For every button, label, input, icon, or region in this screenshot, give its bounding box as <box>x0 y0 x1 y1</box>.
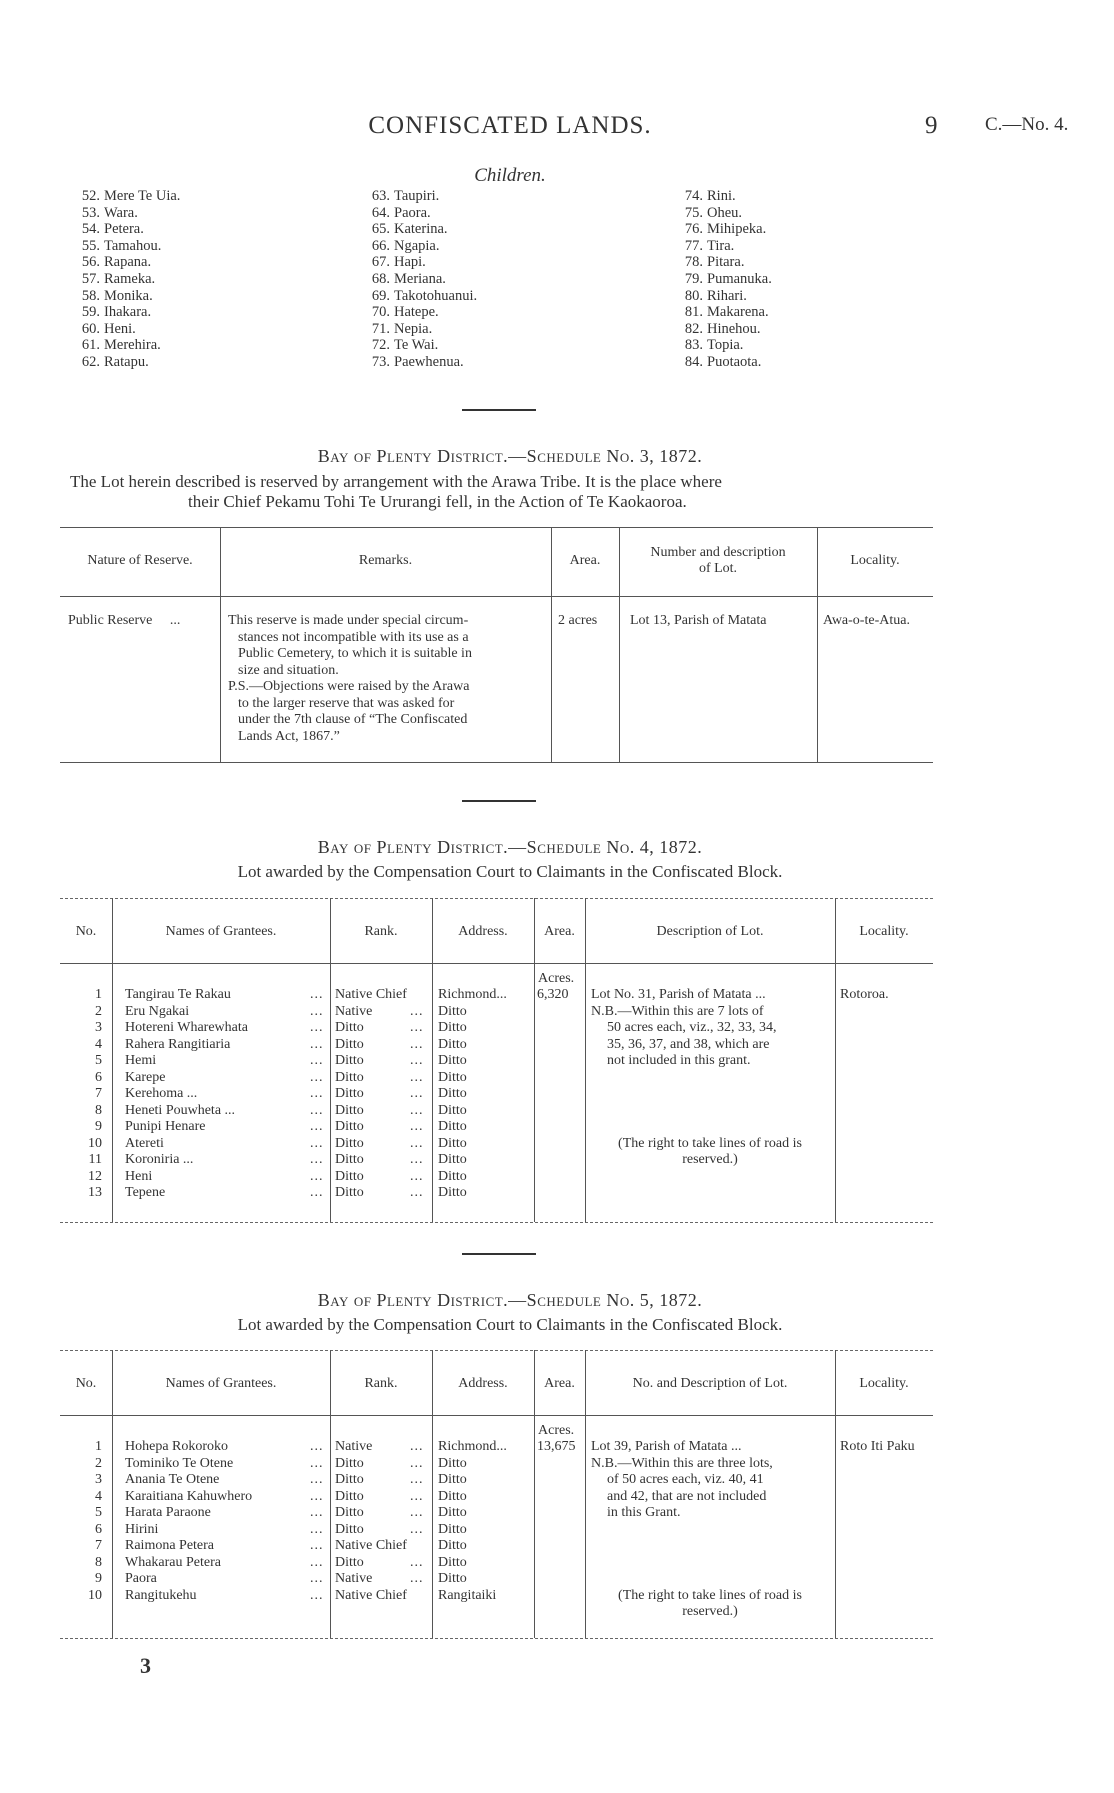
leader-dots: ... <box>410 1472 424 1487</box>
list-item: 69. Takotohuanui. <box>371 287 478 304</box>
leader-dots: ... <box>310 1185 324 1200</box>
remarks-line: stances not incompatible with its use as a <box>238 629 469 645</box>
grantee-name: Rahera Rangitiaria <box>125 1036 231 1052</box>
remarks-line: under the 7th clause of “The Confiscated <box>238 712 468 727</box>
leader-dots: ... <box>410 1554 424 1570</box>
road-note-line: reserved.) <box>682 1604 738 1619</box>
schedule-5-intro: Lot awarded by the Compensation Court to Claimants in the Confiscated Block. <box>237 1315 783 1334</box>
grantee-rank: Ditto <box>335 1488 364 1504</box>
list-item: 73. Paewhenua. <box>371 353 464 370</box>
leader-dots: ... <box>310 1069 324 1085</box>
grantee-name: Rangitukehu <box>125 1587 197 1603</box>
locality-value: Roto Iti Paku <box>840 1439 915 1454</box>
grantee-rank: Ditto <box>335 1135 364 1151</box>
grantee-name: Raimona Petera <box>125 1538 215 1553</box>
row-number: 5 <box>95 1053 102 1068</box>
leader-dots: ... <box>410 1185 424 1200</box>
reserve-lot: Lot 13, Parish of Matata <box>630 613 767 628</box>
grantee-rank: Ditto <box>335 1069 364 1085</box>
grantee-rank: Native <box>335 1439 373 1454</box>
row-number: 8 <box>95 1102 102 1118</box>
row-number: 3 <box>95 1472 102 1487</box>
grantee-rank: Ditto <box>335 1185 364 1200</box>
description-line: Lot 39, Parish of Matata ... <box>591 1439 742 1454</box>
grantee-name: Karepe <box>125 1069 166 1085</box>
row-number: 4 <box>95 1036 102 1052</box>
remarks-line: Public Cemetery, to which it is suitable in <box>238 646 472 661</box>
leader-dots: ... <box>410 1102 424 1118</box>
reserve-remarks <box>228 613 546 745</box>
grantee-address: Ditto <box>438 1069 467 1085</box>
leader-dots: ... <box>410 1455 424 1471</box>
schedule-5-title: Bay of Plenty District.—Schedule No. 5, 1872. <box>317 1290 703 1310</box>
list-item: 65. Katerina. <box>371 221 448 238</box>
grantee-address: Ditto <box>438 1086 467 1101</box>
row-number: 13 <box>88 1185 102 1200</box>
road-note-line: reserved.) <box>682 1152 738 1167</box>
list-item: 68. Meriana. <box>371 270 446 287</box>
leader-dots: ... <box>410 1036 424 1052</box>
leader-dots: ... <box>310 1488 324 1504</box>
grantee-rank: Ditto <box>335 1472 364 1487</box>
list-item: 57. Rameka. <box>81 270 156 287</box>
grantee-rank: Native <box>335 1003 373 1019</box>
page-number: 9 <box>925 112 938 139</box>
locality-value: Rotoroa. <box>840 987 889 1002</box>
leader-dots: ... <box>410 1086 424 1101</box>
grantee-rank: Ditto <box>335 1053 364 1068</box>
grantee-address: Ditto <box>438 1455 467 1471</box>
schedule-3-intro-line-1: The Lot herein described is reserved by arrangement with the Arawa Tribe. It is the place where <box>70 472 722 491</box>
description-line: of 50 acres each, viz. 40, 41 <box>607 1472 764 1487</box>
grantee-address: Ditto <box>438 1053 467 1068</box>
grantee-address: Ditto <box>438 1505 467 1520</box>
grantee-rank: Ditto <box>335 1455 364 1471</box>
list-item: 81. Makarena. <box>684 304 769 321</box>
children-heading: Children. <box>474 165 546 186</box>
leader-dots: ... <box>310 1168 324 1184</box>
row-number: 9 <box>95 1119 102 1134</box>
remarks-line: Lands Act, 1867.” <box>238 728 340 744</box>
list-item: 77. Tira. <box>684 237 735 254</box>
schedule-3-title: Bay of Plenty District.—Schedule No. 3, 1872. <box>317 446 703 466</box>
list-item: 55. Tamahou. <box>81 237 162 254</box>
description-line: N.B.—Within this are three lots, <box>591 1455 773 1471</box>
header-rank: Rank. <box>364 924 398 939</box>
reserve-locality: Awa-o-te-Atua. <box>823 613 910 628</box>
list-item: 67. Hapi. <box>371 254 426 271</box>
header-area: Area. <box>569 553 601 568</box>
grantee-rank: Native <box>335 1571 373 1586</box>
leader-dots: ... <box>310 1135 324 1151</box>
list-item: 75. Oheu. <box>684 204 743 221</box>
list-item: 78. Pitara. <box>684 254 745 271</box>
grantee-rank: Ditto <box>335 1020 364 1035</box>
leader-dots: ... <box>310 1554 324 1570</box>
road-note-line: (The right to take lines of road is <box>618 1135 802 1151</box>
list-item: 61. Merehira. <box>81 337 161 354</box>
grantee-address: Ditto <box>438 1185 467 1200</box>
grantee-address: Ditto <box>438 1152 467 1167</box>
list-item: 76. Mihipeka. <box>684 221 767 238</box>
grantee-address: Ditto <box>438 1554 467 1570</box>
grantee-address: Richmond... <box>438 987 507 1002</box>
row-number: 10 <box>88 1587 102 1603</box>
grantee-address: Richmond... <box>438 1439 507 1454</box>
grantee-rank: Ditto <box>335 1152 364 1167</box>
grantee-name: Paora <box>125 1571 157 1586</box>
leader-dots: ... <box>310 1119 324 1134</box>
row-number: 1 <box>95 1439 102 1454</box>
row-number: 7 <box>95 1086 102 1101</box>
header-number-description: Number and description of Lot. <box>650 545 786 576</box>
leader-dots: ... <box>410 1069 424 1085</box>
area-value: 13,675 <box>537 1439 576 1454</box>
schedule-4-title: Bay of Plenty District.—Schedule No. 4, 1872. <box>317 837 703 857</box>
leader-dots: ... <box>410 1152 424 1167</box>
list-item: 84. Puotaota. <box>684 353 762 370</box>
grantee-address: Ditto <box>438 1135 467 1151</box>
grantee-name: Kerehoma ... <box>125 1086 198 1101</box>
schedule-4-intro: Lot awarded by the Compensation Court to Claimants in the Confiscated Block. <box>237 862 783 881</box>
header-no: No. <box>75 924 97 939</box>
row-number: 7 <box>95 1538 102 1553</box>
leader-dots: ... <box>310 1538 324 1553</box>
leader-dots: ... <box>310 1102 324 1118</box>
area-unit: Acres. <box>538 971 575 986</box>
description-line: 35, 36, 37, and 38, which are <box>607 1036 770 1052</box>
reserve-area: 2 acres <box>558 613 598 628</box>
header-no: No. <box>75 1376 97 1391</box>
description-line: 50 acres each, viz., 32, 33, 34, <box>607 1020 777 1035</box>
row-number: 8 <box>95 1554 102 1570</box>
list-item: 59. Ihakara. <box>81 304 152 321</box>
grantee-rank: Native Chief <box>335 1538 407 1553</box>
leader-dots: ... <box>410 1505 424 1520</box>
grantee-address: Ditto <box>438 1168 467 1184</box>
leader-dots: ... <box>310 987 324 1002</box>
remarks-line: size and situation. <box>238 662 339 678</box>
leader-dots: ... <box>410 1571 424 1586</box>
leader-dots: ... <box>410 1521 424 1537</box>
section-divider <box>462 1253 536 1255</box>
list-item: 70. Hatepe. <box>371 304 439 321</box>
grantee-rank: Ditto <box>335 1505 364 1520</box>
leader-dots: ... <box>310 1003 324 1019</box>
list-item: 60. Heni. <box>81 320 136 337</box>
grantee-name: Hohepa Rokoroko <box>125 1439 229 1454</box>
row-number: 10 <box>88 1135 102 1151</box>
children-column-3 <box>675 188 772 371</box>
area-unit: Acres. <box>538 1423 575 1438</box>
leader-dots: ... <box>310 1571 324 1586</box>
description-line: and 42, that are not included <box>607 1488 767 1504</box>
row-number: 6 <box>95 1069 102 1085</box>
grantee-address: Ditto <box>438 1003 467 1019</box>
header-names: Names of Grantees. <box>165 924 277 939</box>
grantee-address: Ditto <box>438 1521 467 1537</box>
description-line: Lot No. 31, Parish of Matata ... <box>591 987 766 1002</box>
grantee-name: Whakarau Petera <box>125 1554 221 1570</box>
list-item: 58. Monika. <box>81 287 153 304</box>
grantee-address: Rangitaiki <box>438 1587 497 1603</box>
grantee-rank: Native Chief <box>335 1587 407 1603</box>
row-number: 4 <box>95 1488 102 1504</box>
grantee-address: Ditto <box>438 1538 467 1553</box>
leader-dots: ... <box>410 1119 424 1134</box>
header-description: Description of Lot. <box>656 924 764 939</box>
grantee-name: Punipi Henare <box>125 1119 206 1134</box>
header-rank: Rank. <box>364 1376 398 1391</box>
road-note-line: (The right to take lines of road is <box>618 1587 802 1603</box>
leader-dots: ... <box>410 1135 424 1151</box>
row-number: 9 <box>95 1571 102 1586</box>
grantee-address: Ditto <box>438 1119 467 1134</box>
grantee-address: Ditto <box>438 1020 467 1035</box>
leader-dots: ... <box>310 1152 324 1167</box>
list-item: 74. Rini. <box>684 188 736 204</box>
leader-dots: ... <box>410 1003 424 1019</box>
grantee-name: Tominiko Te Otene <box>125 1455 234 1471</box>
grantee-name: Hotereni Wharewhata <box>125 1020 248 1035</box>
grantee-rank: Ditto <box>335 1119 364 1134</box>
list-item: 64. Paora. <box>371 204 431 221</box>
grantee-rank: Ditto <box>335 1036 364 1052</box>
grantee-address: Ditto <box>438 1036 467 1052</box>
leader-dots: ... <box>310 1020 324 1035</box>
row-number: 11 <box>88 1152 102 1167</box>
list-item: 79. Pumanuka. <box>684 270 772 287</box>
list-item: 63. Taupiri. <box>371 188 440 204</box>
grantee-name: Hemi <box>125 1053 157 1068</box>
grantee-rank: Ditto <box>335 1554 364 1570</box>
row-number: 5 <box>95 1505 102 1520</box>
leader-dots: ... <box>310 1086 324 1101</box>
grantee-rank: Ditto <box>335 1086 364 1101</box>
list-item: 53. Wara. <box>81 204 138 221</box>
row-number: 6 <box>95 1521 102 1537</box>
children-column-1 <box>72 188 180 371</box>
leader-dots: ... <box>310 1439 324 1454</box>
list-item: 54. Petera. <box>81 221 144 238</box>
description-line: not included in this grant. <box>607 1053 751 1068</box>
list-item: 62. Ratapu. <box>81 353 149 370</box>
children-column-2 <box>362 188 477 371</box>
leader-dots: ... <box>410 1168 424 1184</box>
leader-dots: ... <box>310 1455 324 1471</box>
grantee-name: Tepene <box>125 1185 166 1200</box>
leader-dots: ... <box>410 1439 424 1454</box>
header-locality: Locality. <box>859 1376 909 1391</box>
document-reference: C.—No. 4. <box>985 114 1069 135</box>
section-divider <box>462 409 536 411</box>
remarks-line: P.S.—Objections were raised by the Arawa <box>228 679 470 694</box>
list-item: 82. Hinehou. <box>684 320 761 337</box>
reserve-nature: Public Reserve ... <box>68 613 181 628</box>
row-number: 2 <box>95 1003 102 1019</box>
header-remarks: Remarks. <box>358 553 413 568</box>
list-item: 52. Mere Te Uia. <box>81 188 181 204</box>
page-title: CONFISCATED LANDS. <box>368 112 652 139</box>
leader-dots: ... <box>310 1053 324 1068</box>
header-locality: Locality. <box>859 924 909 939</box>
header-address: Address. <box>458 924 508 939</box>
description-line: N.B.—Within this are 7 lots of <box>591 1003 764 1019</box>
grantee-name: Eru Ngakai <box>125 1003 190 1019</box>
schedule-3-intro-line-2: their Chief Pekamu Tohi Te Ururangi fell, in the Action of Te Kaokaoroa. <box>188 492 687 511</box>
description-line: in this Grant. <box>607 1505 681 1520</box>
grantee-rank: Ditto <box>335 1102 364 1118</box>
row-number: 1 <box>95 987 102 1002</box>
grantee-name: Heni <box>125 1168 153 1184</box>
leader-dots: ... <box>310 1505 324 1520</box>
leader-dots: ... <box>410 1488 424 1504</box>
header-address: Address. <box>458 1376 508 1391</box>
grantee-name: Anania Te Otene <box>125 1472 220 1487</box>
grantee-address: Ditto <box>438 1488 467 1504</box>
grantee-name: Heneti Pouwheta ... <box>125 1102 236 1118</box>
grantee-address: Ditto <box>438 1571 467 1586</box>
leader-dots: ... <box>310 1036 324 1052</box>
list-item: 66. Ngapia. <box>371 237 440 254</box>
leader-dots: ... <box>310 1521 324 1537</box>
header-locality: Locality. <box>850 553 900 568</box>
list-item: 83. Topia. <box>684 337 744 354</box>
grantee-name: Karaitiana Kahuwhero <box>125 1488 253 1504</box>
list-item: 56. Rapana. <box>81 254 152 271</box>
header-area: Area. <box>544 924 575 939</box>
list-item: 80. Rihari. <box>684 287 747 304</box>
row-number: 3 <box>95 1020 102 1035</box>
section-divider <box>462 800 536 802</box>
area-value: 6,320 <box>537 987 569 1002</box>
grantee-name: Koroniria ... <box>125 1152 194 1167</box>
remarks-line: to the larger reserve that was asked for <box>238 695 455 711</box>
signature-mark: 3 <box>140 1653 151 1678</box>
grantee-rank: Ditto <box>335 1521 364 1537</box>
leader-dots: ... <box>410 1053 424 1068</box>
header-names: Names of Grantees. <box>165 1376 277 1391</box>
grantee-address: Ditto <box>438 1102 467 1118</box>
list-item: 71. Nepia. <box>371 320 433 337</box>
header-description: No. and Description of Lot. <box>632 1376 788 1391</box>
grantee-name: Atereti <box>125 1135 164 1151</box>
leader-dots: ... <box>310 1472 324 1487</box>
remarks-line: This reserve is made under special circum- <box>228 613 469 628</box>
header-area: Area. <box>544 1376 575 1391</box>
row-number: 12 <box>88 1168 102 1184</box>
list-item: 72. Te Wai. <box>371 337 439 354</box>
grantee-address: Ditto <box>438 1472 467 1487</box>
header-nature-of-reserve: Nature of Reserve. <box>87 553 193 568</box>
leader-dots: ... <box>410 1020 424 1035</box>
row-number: 2 <box>95 1455 102 1471</box>
grantee-name: Harata Paraone <box>125 1505 211 1520</box>
grantee-name: Hirini <box>125 1521 159 1537</box>
grantee-rank: Native Chief <box>335 987 407 1002</box>
grantee-rank: Ditto <box>335 1168 364 1184</box>
grantee-name: Tangirau Te Rakau <box>125 987 231 1002</box>
leader-dots: ... <box>310 1587 324 1603</box>
